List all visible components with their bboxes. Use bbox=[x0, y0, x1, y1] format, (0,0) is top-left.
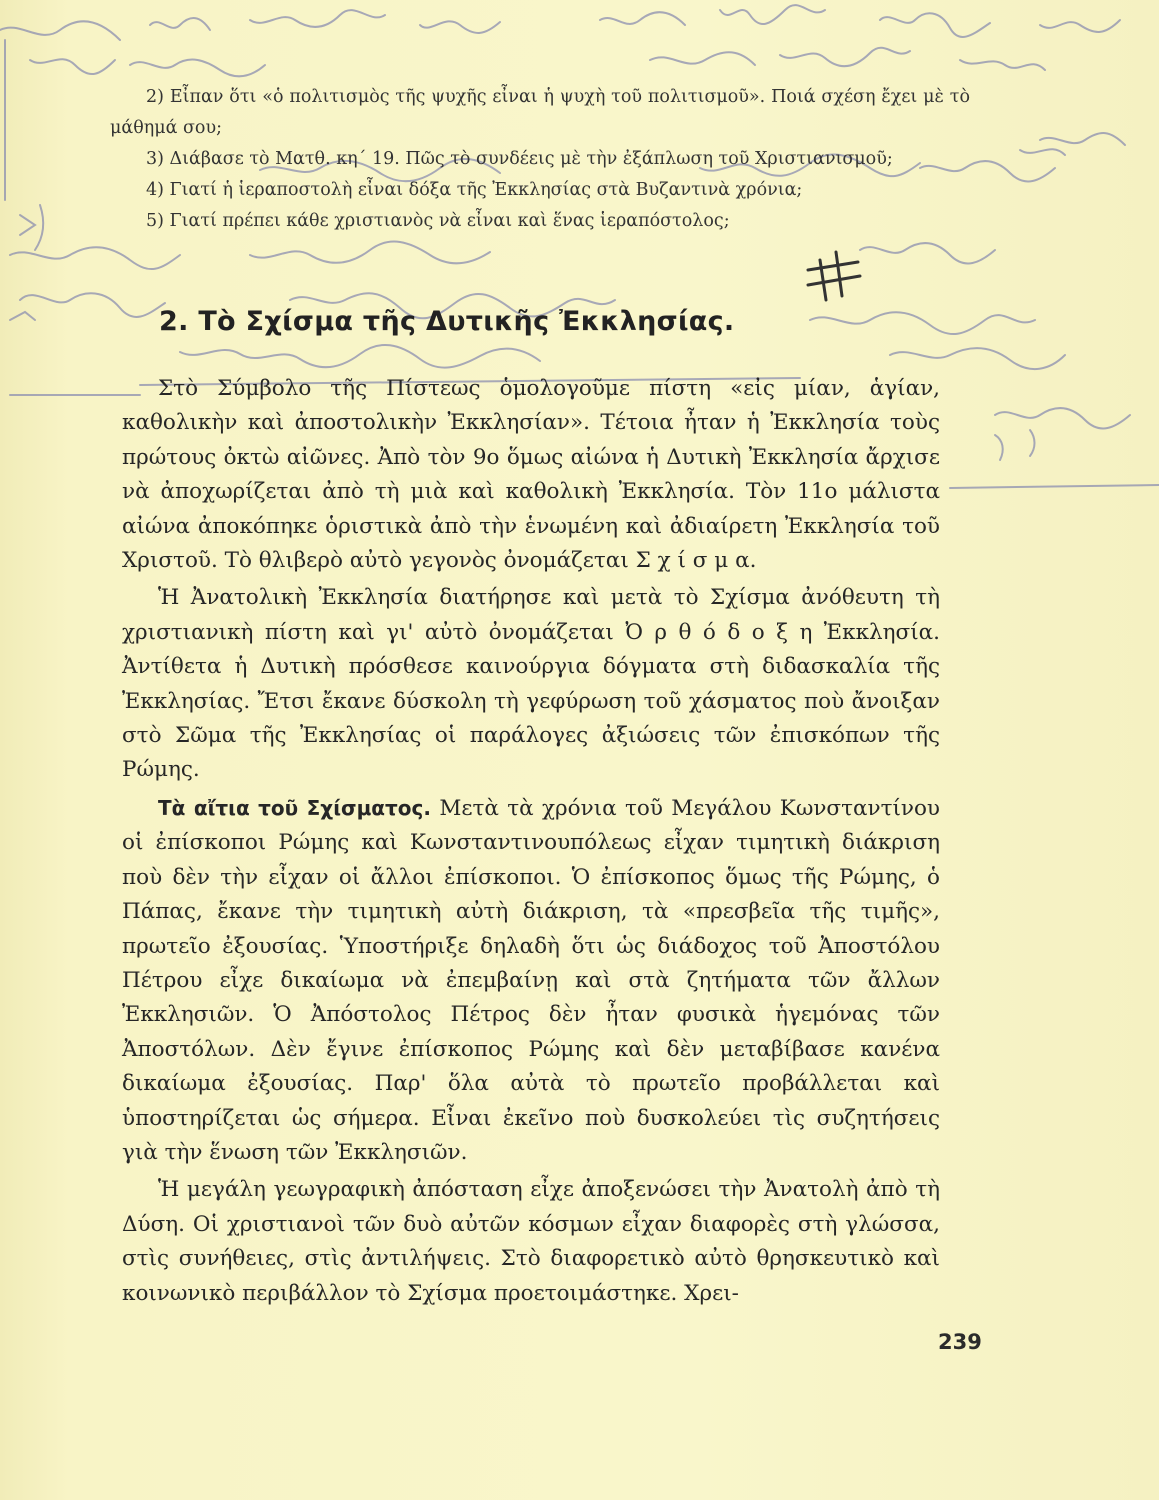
question-5: 5) Γιατί πρέπει κάθε χριστιανὸς νὰ εἶναι καὶ ἕνας ἱεραπόστολος; bbox=[146, 211, 730, 231]
paragraph-creed: Στὸ Σύμβολο τῆς Πίστεως ὁμολογοῦμε πίστη «εἰς μίαν, ἁγίαν, καθολικὴν καὶ ἀποστολικὴν Ἐκκλησίαν». Τέτοια ἦταν ἡ Ἐκκλησία τοὺς πρώτους ὀκτὼ αἰῶνες. Ἀπὸ τὸν 9ο ὅμως αἰώνα ἡ Δυτικὴ Ἐκκλησία ἄρχισε νὰ ἀποχωρίζεται ἀπὸ τὴ μιὰ καὶ καθολικὴ Ἐκκλησία. Τὸν 11ο μάλιστα αἰώνα ἀποκόπηκε ὁριστικὰ ἀπὸ τὴν ἑνωμένη καὶ ἀδιαίρετη Ἐκκλησία τοῦ Χριστοῦ. Τὸ θλιβερὸ αὐτὸ γεγονὸς ὀνομάζεται Σ χ ί σ μ α. bbox=[122, 376, 940, 574]
section-title: 2. Τὸ Σχίσμα τῆς Δυτικῆς Ἐκκλησίας. bbox=[159, 306, 735, 337]
question-2: 2) Εἶπαν ὅτι «ὁ πολιτισμὸς τῆς ψυχῆς εἶναι ἡ ψυχὴ τοῦ πολιτισμοῦ». Ποιά σχέση ἔχει μὲ τὸ μάθημά σου; bbox=[110, 87, 970, 138]
question-4: 4) Γιατί ἡ ἱεραποστολὴ εἶναι δόξα τῆς Ἐκκλησίας στὰ Βυζαντινὰ χρόνια; bbox=[146, 180, 803, 200]
page-number: 239 bbox=[938, 1330, 982, 1354]
paragraph-causes bbox=[122, 791, 940, 1170]
section-body bbox=[122, 372, 940, 1311]
causes-subheading: Τὰ αἴτια τοῦ Σχίσματος. bbox=[158, 795, 431, 820]
question-3: 3) Διάβασε τὸ Ματθ. κη΄ 19. Πῶς τὸ συνδέεις μὲ τὴν ἐξάπλωση τοῦ Χριστιανισμοῦ; bbox=[146, 149, 893, 169]
paragraph-orthodox: Ἡ Ἀνατολικὴ Ἐκκλησία διατήρησε καὶ μετὰ τὸ Σχίσμα ἀνόθευτη τὴ χριστιανικὴ πίστη καὶ γι' αὐτὸ ὀνομάζεται Ὀ ρ θ ό δ ο ξ η Ἐκκλησία. Ἀντίθετα ἡ Δυτικὴ πρόσθεσε καινούργια δόγματα στὴ διδασκαλία τῆς Ἐκκλησίας. Ἔτσι ἔκανε δύσκολη τὴ γεφύρωση τοῦ χάσματος ποὺ ἄνοιξαν στὸ Σῶμα τῆς Ἐκκλησίας οἱ παράλογες ἀξιώσεις τῶν ἐπισκόπων τῆς Ρώμης. bbox=[122, 585, 940, 783]
causes-text: Μετὰ τὰ χρόνια τοῦ Μεγάλου Κωνσταντίνου οἱ ἐπίσκοποι Ρώμης καὶ Κωνσταντινουπόλεως εἶχαν τιμητικὴ διάκριση ποὺ δὲν τὴν εἶχαν οἱ ἄλλοι ἐπίσκοποι. Ὁ ἐπίσκοπος ὅμως τῆς Ρώμης, ὁ Πάπας, ἔκανε τὴν τιμητικὴ αὐτὴ διάκριση, τὰ «πρεσβεῖα τῆς τιμῆς», πρωτεῖο ἐξουσίας. Ὑποστήριξε δηλαδὴ ὅτι ὡς διάδοχος τοῦ Ἀποστόλου Πέτρου εἶχε δικαίωμα νὰ ἐπεμβαίνῃ καὶ στὰ ζητήματα τῶν ἄλλων Ἐκκλησιῶν. Ὁ Ἀπόστολος Πέτρος δὲν ἦταν φυσικὰ ἡγεμόνας τῶν Ἀποστόλων. Δὲν ἔγινε ἐπίσκοπος Ρώμης καὶ δὲν μεταβίβασε κανένα δικαίωμα ἐξουσίας. Παρ' ὅλα αὐτὰ τὸ πρωτεῖο προβάλλεται καὶ ὑποστηρίζεται ὡς σήμερα. Εἶναι ἐκεῖνο ποὺ δυσκολεύει τὶς συζητήσεις γιὰ τὴν ἕνωση τῶν Ἐκκλησιῶν. bbox=[122, 795, 940, 1165]
review-questions bbox=[110, 82, 970, 237]
paragraph-geography: Ἡ μεγάλη γεωγραφικὴ ἀπόσταση εἶχε ἀποξενώσει τὴν Ἀνατολὴ ἀπὸ τὴ Δύση. Οἱ χριστιανοὶ τῶν δυὸ αὐτῶν κόσμων εἶχαν διαφορὲς στὴ γλώσσα, στὶς συνήθειες, στὶς ἀντιλήψεις. Στὸ διαφορετικὸ αὐτὸ θρησκευτικὸ καὶ κοινωνικὸ περιβάλλον τὸ Σχίσμα προετοιμάστηκε. Χρει- bbox=[122, 1177, 940, 1306]
